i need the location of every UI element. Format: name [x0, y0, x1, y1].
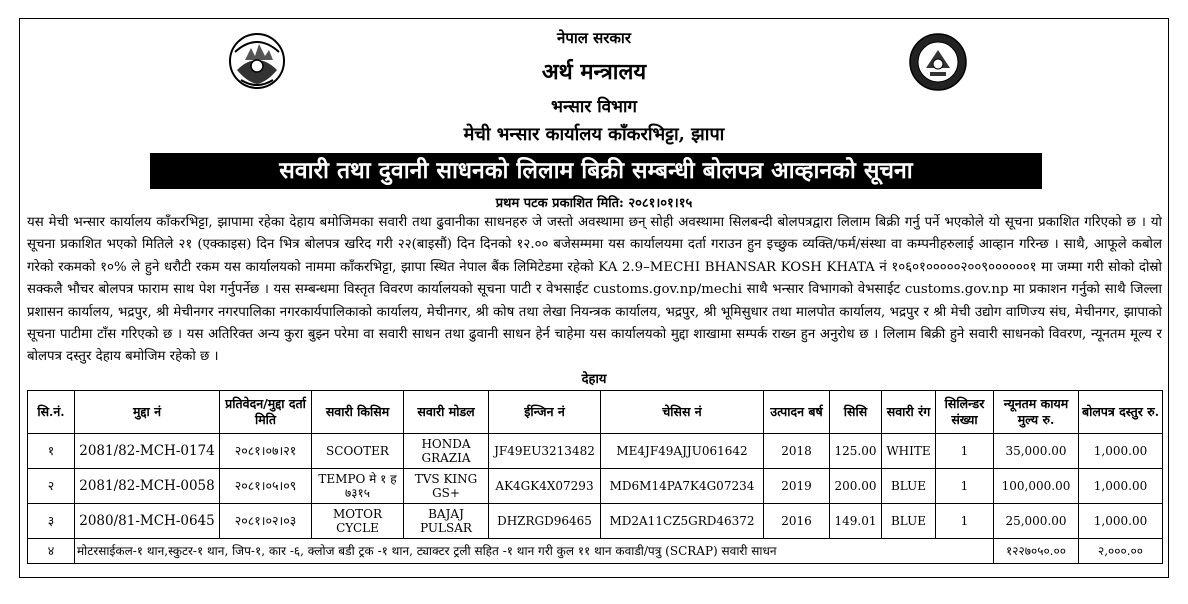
cell-date: २०८१।०२।०३: [220, 504, 312, 539]
header-cylinders: सिलिन्डर संख्या: [936, 391, 994, 434]
table-row: [28, 434, 1163, 469]
notice-body-text: यस मेची भन्सार कार्यालय काँकरभिट्टा, झापामा रहेका देहाय बमोजिमका सवारी तथा ढुवानीका साधनहरु जे जस्तो अवस्थामा छन् सोही अवस्थामा सिलबन्दी बोलपत्रद्वारा लिलाम बिक्री गर्नु पर्ने भएकोले यो सूचना प्रकाशित गरिएको छ । यो सूचना प्रकाशित भएको मितिले २१ (एक्काइस) दिन भित्र बोलपत्र खरिद गरी २२(बाइसौं) दिन दिनको १२.०० बजेसम्ममा यस कार्यालयमा दर्ता गराउन हुन इच्छुक व्यक्ति/फर्म/संस्था वा कम्पनीहरुलाई आव्हान गरिन्छ । साथै, आफूले कबोल गरेको रकमको १०% ले हुने धरौटी रकम यस कार्यालयको नाममा काँकरभिट्टा, झापा स्थित नेपाल बैंक लिमिटेडमा रहेको KA 2.9–MECHI BHANSAR KOSH KHATA नं १०६०१०००००२००९००००००१ मा जम्मा गरी सोको दोस्रो सक्कलै भौचर बोलपत्र फाराम साथ पेश गर्नुपर्नेछ । यस सम्बन्धमा विस्तृत विवरण कार्यालयको सूचना पाटी र वेभसाईट customs.gov.np/mechi साथै भन्सार विभागको वेभसाईट customs.gov.np मा प्रकाशन गर्नुको साथै जिल्ला प्रशासन कार्यालय, भद्रपुर, श्री मेचीनगर नगरपालिका नगरकार्यपालिकाको कार्यालय, मेचीनगर, श्री कोष तथा लेखा नियन्त्रक कार्यालय, भद्रपुर, श्री भूमिसुधार तथा मालपोत कार्यालय, भद्रपुर र श्री मेची उद्योग वाणिज्य संघ, मेचीनगर, झापाको सूचना पाटीमा टाँस गरिएको छ । यस अतिरिक्त अन्य कुरा बुझ्न परेमा वा सवारी साधन तथा ढुवानी साधन हेर्न चाहेमा यस कार्यालयको मुद्दा शाखामा सम्पर्क राख्न हुन अनुरोध छ । लिलाम बिक्री हुने सवारी साधनको विवरण, न्यूनतम मूल्य र बोलपत्र दस्तुर देहाय बमोजिम रहेको छ ।: [27, 215, 1163, 365]
cell-case-no: 2081/82-MCH-0058: [75, 469, 220, 504]
header-vehicle-type: सवारी किसिम: [312, 391, 404, 434]
cell-color: WHITE: [882, 434, 936, 469]
cell-min-value: 100,000.00: [994, 469, 1079, 504]
cell-year: 2016: [764, 504, 830, 539]
cell-cc: 125.00: [830, 434, 882, 469]
cell-chassis: MD6M14PA7K4G07234: [601, 469, 764, 504]
cell-fee: 1,000.00: [1079, 469, 1163, 504]
cell-min-value: 25,000.00: [994, 504, 1079, 539]
cell-min-value: 35,000.00: [994, 434, 1079, 469]
cell-cylinders: 1: [936, 469, 994, 504]
header-engine-no: ईन्जिन नं: [489, 391, 601, 434]
cell-case-no: 2081/82-MCH-0174: [75, 434, 220, 469]
cell-engine: JF49EU3213482: [489, 434, 601, 469]
header-vehicle-model: सवारी मोडल: [404, 391, 489, 434]
header-min-value: न्यूनतम कायम मुल्य रु.: [994, 391, 1079, 434]
office-title: मेची भन्सार कार्यालय काँकरभिट्टा, झापा: [463, 124, 725, 145]
cell-scrap-description: मोटरसाईकल-१ थान,स्कुटर-१ थान, जिप-१, कार -६, क्लोज बडी ट्रक -१ थान, ट्याक्टर ट्रली सहित -१ थान गरी कुल ११ थान कवाडी/पत्रु (SCRAP) सवारी साधन: [75, 539, 994, 564]
cell-sn: ३: [28, 504, 75, 539]
cell-engine: AK4GK4X07293: [489, 469, 601, 504]
header-cc: सिसि: [830, 391, 882, 434]
cell-sn: २: [28, 469, 75, 504]
cell-sn: ४: [28, 539, 75, 564]
table-row: [28, 504, 1163, 539]
cell-cc: 149.01: [830, 504, 882, 539]
header-color: सवारी रंग: [882, 391, 936, 434]
cell-cc: 200.00: [830, 469, 882, 504]
cell-fee: २,०००.००: [1079, 539, 1163, 564]
government-title: नेपाल सरकार: [557, 29, 631, 47]
cell-type: MOTOR CYCLE: [312, 504, 404, 539]
table-header-row: [28, 391, 1163, 434]
header-year: उत्पादन बर्ष: [764, 391, 830, 434]
cell-model: HONDA GRAZIA: [404, 434, 489, 469]
vehicle-auction-table: [27, 390, 1163, 564]
cell-cylinders: 1: [936, 504, 994, 539]
cell-engine: DHZRGD96465: [489, 504, 601, 539]
cell-fee: 1,000.00: [1079, 504, 1163, 539]
cell-year: 2019: [764, 469, 830, 504]
cell-date: २०८१।०५।०९: [220, 469, 312, 504]
cell-color: BLUE: [882, 469, 936, 504]
cell-fee: 1,000.00: [1079, 434, 1163, 469]
publish-date: प्रथम पटक प्रकाशित मिति: २०८१।०१।१५: [495, 196, 693, 211]
table-row-scrap: [28, 539, 1163, 564]
cell-year: 2018: [764, 434, 830, 469]
cell-cylinders: 1: [936, 434, 994, 469]
header-chassis-no: चेसिस नं: [601, 391, 764, 434]
header-report-date: प्रतिवेदन/मुद्दा दर्ता मिति: [220, 391, 312, 434]
header-bid-fee: बोलपत्र दस्तुर रु.: [1079, 391, 1163, 434]
cell-min-value: १२२७०५०.००: [994, 539, 1079, 564]
cell-chassis: MD2A11CZ5GRD46372: [601, 504, 764, 539]
cell-chassis: ME4JF49AJJU061642: [601, 434, 764, 469]
cell-type: TEMPO मे १ ह ७३१५: [312, 469, 404, 504]
cell-case-no: 2080/81-MCH-0645: [75, 504, 220, 539]
cell-type: SCOOTER: [312, 434, 404, 469]
cell-date: २०८१।०७।२१: [220, 434, 312, 469]
table-caption: देहाय: [581, 372, 607, 387]
header-sn: सि.नं.: [28, 391, 75, 434]
cell-model: TVS KING GS+: [404, 469, 489, 504]
ministry-title: अर्थ मन्त्रालय: [541, 59, 647, 85]
cell-model: BAJAJ PULSAR: [404, 504, 489, 539]
header-case-no: मुद्दा नं: [75, 391, 220, 434]
table-row: [28, 469, 1163, 504]
notice-title-banner: सवारी तथा दुवानी साधनको लिलाम बिक्री सम्बन्धी बोलपत्र आव्हानको सूचना: [150, 153, 1042, 189]
cell-sn: १: [28, 434, 75, 469]
cell-color: BLUE: [882, 504, 936, 539]
department-title: भन्सार विभाग: [551, 97, 637, 117]
